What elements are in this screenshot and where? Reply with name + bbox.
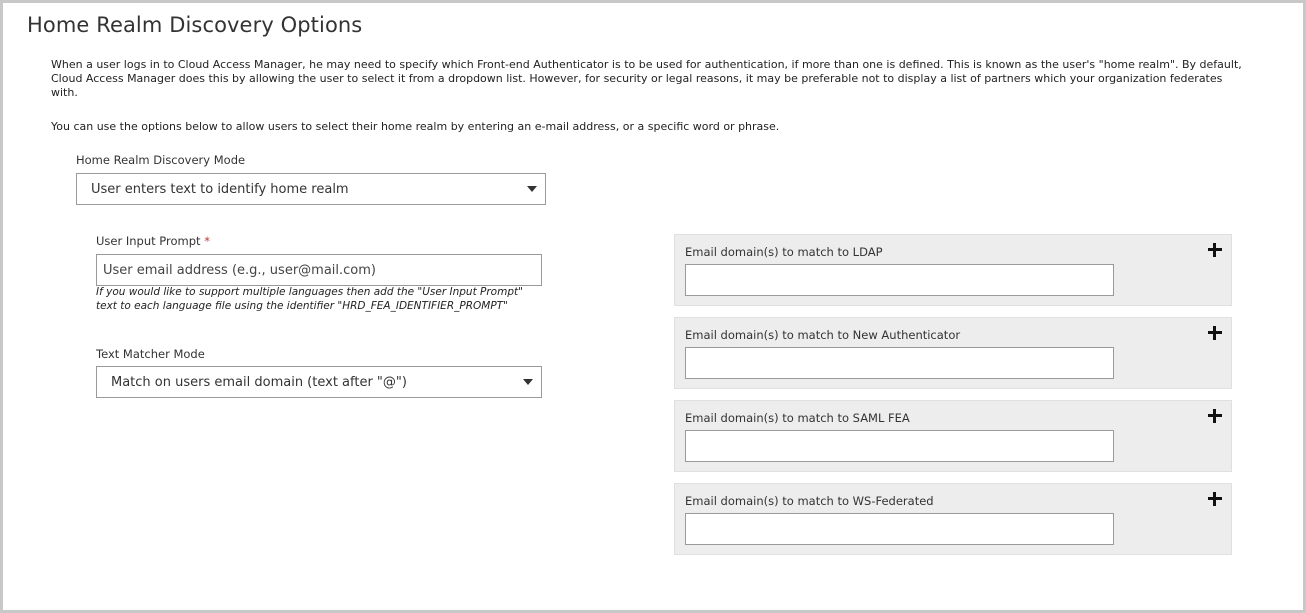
domain-panel-label: Email domain(s) to match to WS-Federated [685, 494, 934, 508]
plus-icon[interactable] [1208, 326, 1222, 340]
discovery-mode-select[interactable] [76, 173, 546, 205]
domain-panel-ldap [674, 234, 1232, 306]
user-input-prompt-hint: If you would like to support multiple languages then add the "User Input Prompt" text to each language file using the identifier "HRD_FEA_IDENTIFIER_PROMPT" [96, 286, 523, 312]
user-input-prompt-label [96, 234, 210, 248]
domain-input-ldap[interactable] [685, 264, 1114, 296]
domain-panel-saml-fea [674, 400, 1232, 472]
description-paragraph: When a user logs in to Cloud Access Manager, he may need to specify which Front-end Authenticator is to be used for authentication, if more than one is defined. This is known as the user's "home realm". By default, Cloud Access Manager does this by allowing the user to select it from a dropdown list. However, for security or legal reasons, it may be preferable not to display a list of partners which your organization federates with. [51, 58, 1242, 99]
description-instructions: You can use the options below to allow users to select their home realm by entering an e-mail address, or a specific word or phrase. [51, 120, 780, 133]
domain-input-saml-fea[interactable] [685, 430, 1114, 462]
domain-input-ws-federated[interactable] [685, 513, 1114, 545]
chevron-down-icon [527, 186, 537, 192]
domain-panel-label: Email domain(s) to match to LDAP [685, 245, 883, 259]
domain-input-new-authenticator[interactable] [685, 347, 1114, 379]
text-matcher-mode-select[interactable] [96, 366, 542, 398]
plus-icon[interactable] [1208, 492, 1222, 506]
text-matcher-mode-value: Match on users email domain (text after "@") [111, 374, 407, 390]
domain-panel-label: Email domain(s) to match to SAML FEA [685, 411, 910, 425]
domain-panel-new-authenticator [674, 317, 1232, 389]
plus-icon[interactable] [1208, 243, 1222, 257]
discovery-mode-value: User enters text to identify home realm [91, 181, 349, 197]
text-matcher-mode-label: Text Matcher Mode [96, 347, 205, 361]
chevron-down-icon [523, 379, 533, 385]
domain-panel-label: Email domain(s) to match to New Authenticator [685, 328, 961, 342]
page-title: Home Realm Discovery Options [27, 13, 363, 37]
required-marker: * [204, 234, 210, 248]
user-input-prompt-label-text: User Input Prompt [96, 234, 201, 248]
plus-icon[interactable] [1208, 409, 1222, 423]
user-input-prompt-field[interactable] [96, 254, 542, 286]
discovery-mode-label: Home Realm Discovery Mode [76, 153, 246, 167]
domain-panel-ws-federated [674, 483, 1232, 555]
